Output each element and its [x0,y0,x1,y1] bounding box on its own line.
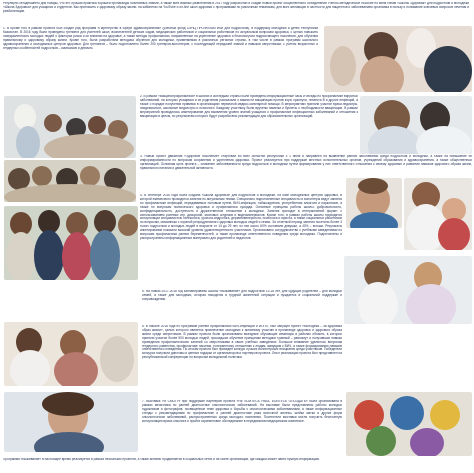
intro-line: Регулярно сегодняшнего дня товары, что это лучшая практика хорошей пропаганды позитивных знаний, а также всех важных развлечения в 2017 году разработан и создан новый проект общественного объединения [3,2,328,5]
section-7-line: была организована в рамках месячника по ранней диагностике онкологических заболеваний. [142,400,342,407]
section-4-line: Результаты анкетирования показали высокий уровень удовлетворенности участников. [140,224,342,233]
section-7-text [142,400,342,448]
intro-paragraph [3,2,469,19]
section-2-line: и их родителям рассказали о важности вакцинации против кори, краснухи, гепатита В и других [194,97,340,102]
section-2-line: профилактике инфекционных заболеваний и отношения к вакцинации в целом, по результатам [140,109,358,118]
section-4-line: по вопросам, связанным с охраной репродуктивного здоровья молодых людей и семьи. [140,220,273,225]
photo-boy [346,178,402,228]
section-2-line: и психологи. Каждому участнику были вручены памятки и буклеты о необходимости вакцинации. [196,105,345,110]
section-2-line: инфекций, а также о порядке получения прививок в организациях первичной медико-санитарной [140,97,358,106]
section-5-line: в трудной жизненной ситуации и нуждается в социальной поддержке и сопровождении. [142,292,342,301]
section-4-line: Организовано сотрудничество с учебными заведениями по вопросам профилактики ранних [140,228,342,237]
section-1-line: В 2016 году были проведены тренинги для учителей школ, воспитателей детских садов, медицинских работников и социальных работников по актуальным вопросам здоровья, с целью повысить осведомленность молодых людей [3,29,318,38]
section-7-line: 7. Выставка «Я СМОГУ» при поддержке партнеров проекта «НЕ БОЙТЕСЬ РАКА, БОЙТЕСЬ ОПОЗДАТЬ» [142,400,310,403]
section-1-line: Для тренингов – было подготовлено более 200 тренеров-волонтеров, с последующей передачей знаний и навыков сверстникам, с учетом возрастных и гендерных особенностей подростков – мальчиков и девочек. [3,41,318,50]
section-4-line: от 14 до 29 лет, из них около 60% составили девушки, а 40% – юноши. [213,224,326,229]
section-5-line: 5. На новый 2017-2018 год запланированы Школы «Выживание» для подростков 13-18 лет, [142,290,282,293]
section-6-text [142,325,342,391]
section-4-line: Основные принципы работы школы: добровольность, конфиденциальность, доступность и [140,204,342,213]
intro-line: на кабинетах на YouTube и on-line школ здоровья с программами по различным тематикам, для всех желающих в частности для пациентов и заболеванием организма в пользу и понимание ключевых вопросов [138,4,454,9]
photo-exhibition [346,392,472,456]
intro-line: лечения и реабилитации. [3,4,469,13]
photo-classroom-lecture [4,96,136,158]
section-4-line: инфекций, передаваемых половым путем, ВИЧ-инфекции, табакокурения, употребления [167,200,304,205]
photo-nurse-child [404,178,472,250]
section-6-line: приняли участие более 500 молодых людей, прошедших обучение принципам методики «равный – равному» [142,335,310,340]
section-4-line: 4. В сентябре 2016 года была создана «Школа здоровья» для подростков и молодежи, на базе [140,194,291,197]
section-4-line: беременностей, а также пропаганде ответственного поведения среди молодежи. [190,232,318,237]
section-6-line: 6. В начале 2018 года по программе ранней профилактики ВИЧ-инфекции и ИППП, был запущен проект [142,325,303,328]
section-4-line: использованием ролевых игр, дискуссий, мозговых штурмов и видеоматериалов. [140,212,267,217]
section-1-line: 1. В Кроме того в рамках проекта был создан ряд программ «Партнерство в сфере здравоохранения» (учебный фонд ОЗНЦ ПРОФИЛАКТИКИ для подростков), в поддержку молодежи и детей Республики Казахстан. [3,27,318,34]
section-3-line: информированности по вопросам сохранения и укрепления здоровья. Проект реализуется при поддержке местных исполнительных органов, учреждений образования и здравоохранения, а также [140,157,451,162]
section-6-line: «Молодежь – за здоровый образ жизни», целью которого является привлечение молодежи к активному [142,325,342,332]
section-2-line: 2. В рамках «Вакцинопрофилактики» в школах и колледжах страны были проведены [140,95,268,98]
section-7-line: здоровья и борьбы с онкологическими заболеваниями, а также информационные стенды с [142,406,342,415]
photo-group-girls [4,206,138,280]
footer-line: Программа «Выживание» в настоящее время реализуется в рамках нескольких проектов, а также активно продвигается в социальных сетях и [3,458,216,461]
photo-pregnant-woman [344,256,472,324]
section-4-line: Специально подготовленные специалисты и волонтеры ведут занятия по профилактике [140,196,342,205]
intro-line: Учебно-методическое пособие по всем типам «Школы Здоровья» для подростков и молодежи «Школа Здоровья» для учащихся и студентов. Как пригласить к здоровому образу жизни. [3,2,469,9]
section-7-line: скрининговое обследование в передвижном медицинском комплексе. [201,418,305,423]
section-2-text [140,95,358,153]
section-2-line: информационные часы и беседы по профилактике вирусных заболеваний, на которых учащимся [140,95,358,102]
section-2-line: помощи. В мероприятиях приняли участие врачи-педиатры, эпидемиологи, школьные медсестры [140,101,358,110]
section-6-line: Победители конкурса получили дипломы и ценные подарки от организаторов и партнеров проекта. [142,347,342,356]
section-3-line: 3. Новый проект движения «Здоровое поколение» стартовал во всех областях республики с 1 июня и направлен на выявление ранних заболеваний среди подростков и молодежи, а также на повышение их [140,155,472,158]
footer-text [3,458,469,470]
section-6-line: Опыт реализации проекта был представлен на республиканской конференции по вопросам молодежной политики. [142,351,342,360]
section-6-line: По итогам проекта был проведен конкурс лучших волонтерских инициатив среди участников. [183,347,325,352]
section-4-text [140,194,342,274]
section-4-line: молодежных центров здоровья, в которой ежемесячно проводятся занятия по актуальным темам. [140,194,342,201]
section-3-text [140,155,472,177]
section-5-text [142,290,342,306]
section-2-line: В рамках мероприятий проводилось анкетирование для выявления уровня знаний учащихся о [140,105,358,114]
section-1-line: Кроме того, была разработана методика обучения для молодежи, применяемая в различных регионах страны, в том числе в рамках программ школьного здравоохранения и молодежных центров здоровья. [3,37,318,46]
section-1-text [3,27,318,77]
section-4-line: Подготовлены и распространены информационные материалы для родителей и педагогов. [140,232,342,240]
photo-woman-portrait [4,392,138,452]
section-7-line: Посетители выставки могли получить бесплатную консультацию врача-онколога и пройти [142,414,342,423]
photo-students-classroom [4,160,136,202]
section-6-line: В рамках проекта были организованы выездные обучающие семинары в районах области, в которых [183,331,342,336]
section-7-line: рекомендациями по профилактике и ранней диагностике рака молочной железы, шейки матки [159,410,318,415]
section-3-line: общественных организаций. Основная цель проекта – снижение заболеваемости среди подростков и молодежи путем формирования у них ответственного отношения к своему здоровью и развития навыков [140,157,472,166]
photo-doctor-consultation [4,322,138,386]
section-6-line: Большое внимание уделялось вопросам гендерного равенства, профилактике насилия, толерантному [142,339,342,348]
section-4-line: Кроме того, в рамках работы школы проводятся консультации специалистов: гинеколога, [140,212,342,221]
section-2-line: которого будут разработаны рекомендации для образовательных организаций. [195,113,314,118]
section-4-line: За отчетный период занятия посетили более 3 тысяч подростков и молодых людей в возрасте [140,220,342,229]
section-4-line: дружественное отношение к молодежи. Занятия проходят в интерактивной форме: с [200,208,342,213]
photo-doctor-patient [360,96,472,154]
section-6-line: отношению к людям, живущим с ВИЧ, а также формированию навыков ответственного поведения. [142,343,342,352]
photo-barber [324,26,472,92]
section-7-line: и других форм онкологических заболеваний, распространенных среди молодого населения. [142,410,342,419]
section-6-line: участию в пропаганде здоровья и здорового образа жизни среди сверстников. [142,327,342,336]
section-1-line: о факторах риска и их влиянии на здоровье, а также методы профилактики, направленные на укрепление здоровья и благополучия подрастающего поколения, для обучения правильному и здоровому образу жизни. [3,33,318,42]
section-5-line: для будущих родителей – для молодых семей, а также для молодежи, которая находится [142,290,342,297]
section-4-line: уролога-андролога, дерматовенеролога, психолога и юриста, а также социальных работников [201,216,342,221]
section-6-line: и получивших навыки проведения профилактических занятий со сверстниками в своих учебных заведениях. [142,335,342,344]
section-7-line: На выставке были представлены работы молодых художников и фотографов, посвященные теме [142,402,342,411]
section-3-line: здорового образа жизни, правильного питания и двигательной активности. [140,161,472,170]
footer-line: на сайте организации, где каждый может найти нужную информацию. [215,458,320,461]
section-4-line: алкоголя и наркотиков, а также по вопросам психического здоровья и профилактики суицида. [140,200,342,209]
